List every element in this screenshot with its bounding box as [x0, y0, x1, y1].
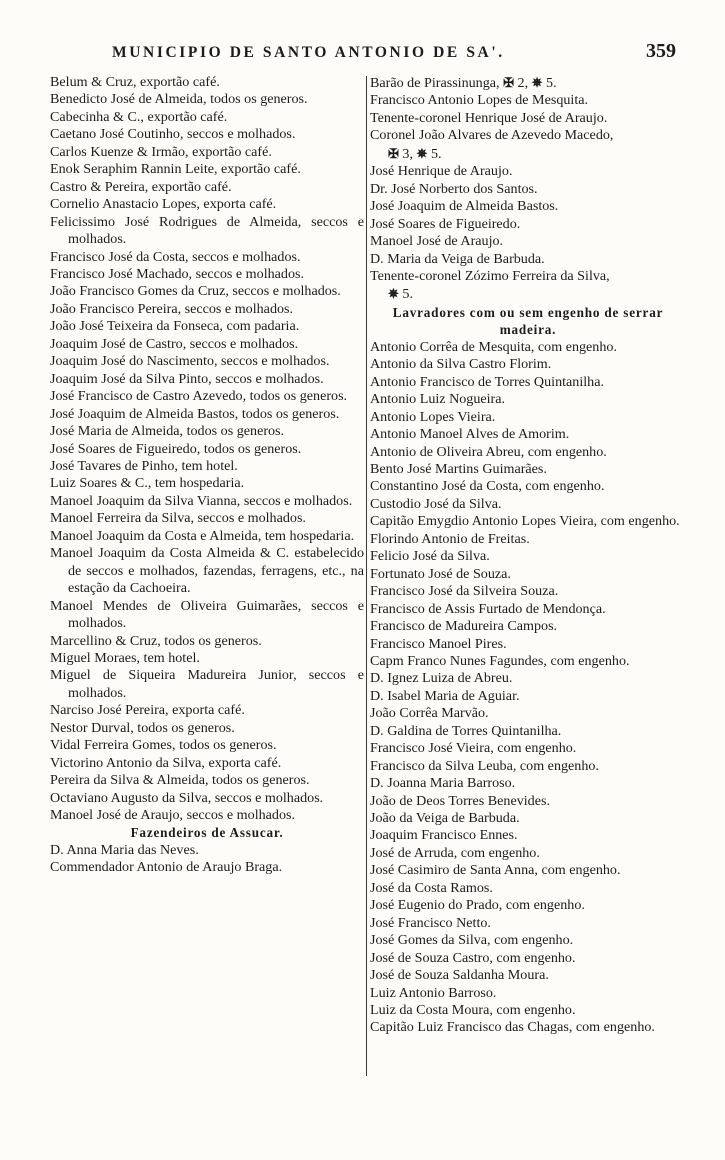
list-item: Manoel Mendes de Oliveira Guimarães, seccos e molhados. [50, 597, 364, 632]
list-item: Antonio Corrêa de Mesquita, com engenho. [370, 338, 617, 355]
list-item: Luiz Antonio Barroso. [370, 984, 497, 1001]
list-item: Antonio da Silva Castro Florim. [370, 356, 552, 373]
list-item: José de Souza Castro, com engenho. [370, 949, 576, 966]
list-item: Francisco de Assis Furtado de Mendonça. [370, 600, 606, 617]
order-count: 3, [398, 145, 413, 162]
section-heading-lavradores: Lavradores com ou sem engenho de serrar madeira. [392, 304, 664, 338]
list-item: Francisco José Machado, seccos e molhados. [50, 265, 305, 282]
order-count: 5. [427, 145, 442, 162]
list-item: Belum & Cruz, exportão café. [50, 74, 220, 90]
list-item: Carlos Kuenze & Irmão, exportão café. [50, 143, 272, 160]
list-item: D. Maria da Veiga de Barbuda. [370, 250, 545, 267]
list-item: Narciso José Pereira, exporta café. [50, 702, 245, 719]
list-item: Tenente-coronel Henrique José de Araujo. [370, 109, 608, 126]
list-item: João de Deos Torres Benevides. [370, 792, 550, 809]
list-item: Francisco José da Costa, seccos e molhados. [50, 248, 301, 265]
page-header [0, 30, 725, 64]
left-column [50, 74, 364, 877]
right-column [370, 74, 686, 1037]
list-item: Cornelio Anastacio Lopes, exporta café. [50, 196, 277, 213]
list-item: D. Anna Maria das Neves. [50, 841, 199, 858]
list-item: Francisco de Madureira Campos. [370, 618, 558, 635]
list-item: Antonio Manoel Alves de Amorim. [370, 426, 570, 443]
list-item: José Joaquim de Almeida Bastos. [370, 198, 559, 215]
list-item: Castro & Pereira, exportão café. [50, 178, 232, 195]
list-item: Felicissimo José Rodrigues de Almeida, seccos e molhados. [50, 213, 364, 248]
list-item: Bento José Martins Guimarães. [370, 460, 547, 477]
list-item: Francisco Antonio Lopes de Mesquita. [370, 92, 589, 109]
list-item: D. Galdina de Torres Quintanilha. [370, 722, 562, 739]
list-item: Enok Seraphim Rannin Leite, exportão café. [50, 161, 301, 178]
list-item: José da Costa Ramos. [370, 879, 493, 896]
order-count: 2, [514, 75, 529, 91]
list-item: Capitão Luiz Francisco das Chagas, com engenho. [370, 1019, 655, 1036]
list-item: Capitão Emygdio Antonio Lopes Vieira, com engenho. [370, 513, 680, 530]
star-icon: ✵ [388, 286, 399, 302]
list-item: Antonio Luiz Nogueira. [370, 391, 506, 408]
entry-tenente-text: Tenente-coronel Zózimo Ferreira da Silva, [370, 267, 610, 284]
list-item: D. Ignez Luiza de Abreu. [370, 670, 513, 687]
list-item: Manoel José de Araujo, seccos e molhados. [50, 807, 296, 824]
right-entry-list-a [370, 92, 686, 127]
list-item: José Soares de Figueiredo, todos os generos. [50, 440, 302, 457]
list-item: José Francisco Netto. [370, 914, 491, 931]
entry-coronel [370, 127, 686, 163]
list-item: Felicio José da Silva. [370, 548, 490, 565]
list-item: Joaquim Francisco Ennes. [370, 827, 518, 844]
list-item: Victorino Antonio da Silva, exporta café. [50, 754, 282, 771]
column-divider [366, 76, 367, 1076]
list-item: Marcellino & Cruz, todos os generos. [50, 632, 262, 649]
list-item: José Casimiro de Santa Anna, com engenho. [370, 862, 621, 879]
list-item: Luiz da Costa Moura, com engenho. [370, 1002, 576, 1019]
list-item: Manoel Joaquim da Silva Vianna, seccos e molhados. [50, 492, 353, 509]
list-item: Commendador Antonio de Araujo Braga. [50, 859, 283, 876]
list-item: Francisco José da Silveira Souza. [370, 583, 559, 600]
list-item: Manoel José de Araujo. [370, 233, 504, 250]
list-item: Luiz Soares & C., tem hospedaria. [50, 475, 245, 492]
list-item: D. Isabel Maria de Aguiar. [370, 687, 520, 704]
list-item: Antonio de Oliveira Abreu, com engenho. [370, 443, 607, 460]
list-item: Joaquim José da Silva Pinto, seccos e molhados. [50, 370, 324, 387]
list-item: Constantino José da Costa, com engenho. [370, 478, 605, 495]
list-item: José de Arruda, com engenho. [370, 844, 540, 861]
list-item: Manoel Joaquim da Costa e Almeida, tem hospedaria. [50, 527, 355, 544]
list-item: Antonio Francisco de Torres Quintanilha. [370, 373, 604, 390]
section-heading-fazendeiros: Fazendeiros de Assucar. [130, 825, 284, 841]
list-item: Octaviano Augusto da Silva, seccos e molhados. [50, 789, 324, 806]
list-item: José Gomes da Silva, com engenho. [370, 932, 574, 949]
list-item: Joaquim José do Nascimento, seccos e molhados. [50, 353, 330, 370]
list-item: Antonio Lopes Vieira. [370, 408, 496, 425]
list-item: Capm Franco Nunes Fagundes, com engenho. [370, 652, 630, 669]
order-count: 5. [398, 286, 413, 303]
list-item: José Soares de Figueiredo. [370, 215, 521, 232]
list-item: Vidal Ferreira Gomes, todos os generos. [50, 737, 277, 754]
star-icon: ✵ [531, 75, 543, 90]
left-entry-list [50, 74, 364, 824]
page-title: MUNICIPIO DE SANTO ANTONIO DE SA'. [112, 44, 505, 61]
list-item: Dr. José Norberto dos Santos. [370, 180, 538, 197]
list-item: Joaquim José de Castro, seccos e molhados. [50, 335, 299, 352]
list-item: Francisco da Silva Leuba, com engenho. [370, 757, 599, 774]
list-item: José Henrique de Araujo. [370, 163, 513, 180]
list-item: Miguel Moraes, tem hotel. [50, 649, 200, 666]
page-number: 359 [646, 40, 676, 62]
list-item: Caetano José Coutinho, seccos e molhados. [50, 126, 296, 143]
list-item: João José Teixeira da Fonseca, com padaria. [50, 318, 300, 335]
list-item: Benedicto José de Almeida, todos os generos. [50, 91, 308, 108]
entry-barao-text: Barão de Pirassinunga, [370, 75, 500, 91]
list-item: José Tavares de Pinho, tem hotel. [50, 457, 238, 474]
entry-barao [370, 74, 686, 92]
order-count: 5. [542, 75, 557, 91]
list-item: Manoel Ferreira da Silva, seccos e molhados. [50, 510, 306, 527]
list-item: João da Veiga de Barbuda. [370, 810, 520, 827]
star-icon: ✵ [416, 145, 428, 161]
list-item: Custodio José da Silva. [370, 495, 502, 512]
fazendeiros-entry-list [50, 842, 364, 877]
list-item: José Eugenio do Prado, com engenho. [370, 897, 585, 914]
list-item: Nestor Durval, todos os generos. [50, 719, 235, 736]
list-item: Manoel Joaquim da Costa Almeida & C. estabelecido de seccos e molhados, fazendas, ferragens, etc., na estação da Cachoeira. [50, 545, 364, 597]
list-item: Francisco José Vieira, com engenho. [370, 740, 577, 757]
list-item: Cabecinha & C., exportão café. [50, 108, 228, 125]
list-item: José Maria de Almeida, todos os generos. [50, 423, 285, 440]
entry-coronel-text: Coronel João Alvares de Azevedo Macedo, [370, 127, 614, 144]
list-item: José Joaquim de Almeida Bastos, todos os generos. [50, 405, 340, 422]
right-entry-list-b [370, 163, 686, 268]
list-item: Pereira da Silva & Almeida, todos os generos. [50, 772, 310, 789]
list-item: Florindo Antonio de Freitas. [370, 530, 530, 547]
list-item: José de Souza Saldanha Moura. [370, 967, 549, 984]
list-item: Miguel de Siqueira Madureira Junior, seccos e molhados. [50, 667, 364, 701]
list-item: José Francisco de Castro Azevedo, todos os generos. [50, 388, 348, 405]
cross-icon: ✠ [503, 75, 514, 90]
list-item: Francisco Manoel Pires. [370, 635, 507, 652]
entry-tenente [370, 268, 686, 304]
list-item: João Francisco Gomes da Cruz, seccos e molhados. [50, 283, 341, 300]
list-item: João Corrêa Marvão. [370, 705, 489, 722]
list-item: Fortunato José de Souza. [370, 565, 511, 582]
list-item: D. Joanna Maria Barroso. [370, 775, 516, 792]
lavradores-entry-list [370, 339, 686, 1037]
cross-icon: ✠ [388, 145, 399, 161]
list-item: João Francisco Pereira, seccos e molhados. [50, 300, 294, 317]
